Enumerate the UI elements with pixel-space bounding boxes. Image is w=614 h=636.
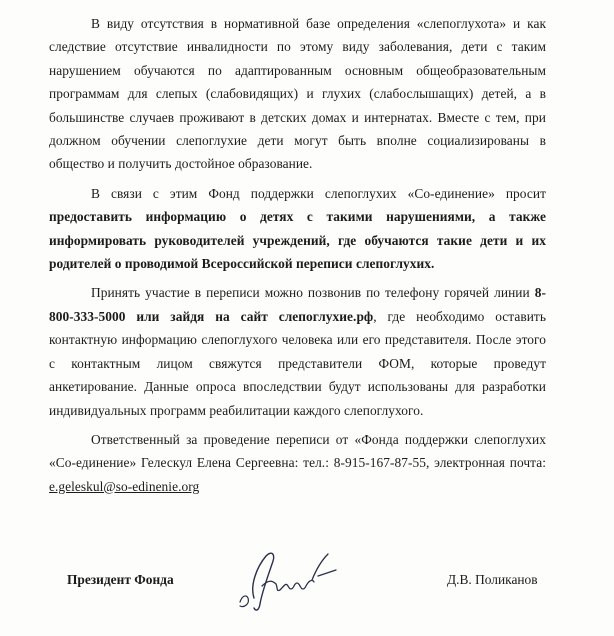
- paragraph-1-text: В виду отсутствия в нормативной базе определения «слепоглухота» и как следствие отсутствие инвалидности по этому виду заболевания, дети с таким нарушением обучаются по адаптированным основным общеобразовательным программам для слепых (слабовидящих) и глухих (слабослышащих) детей, а в большинстве случаев проживают в детских домах и интернатах. Вместе с тем, при должном обучении слепоглухие дети могут быть вполне социализированы в общество и получить достойное образование.: [49, 16, 546, 172]
- paragraph-1: [49, 12, 546, 176]
- signatory-name: Д.В. Поликанов: [447, 572, 538, 587]
- paragraph-2-lead: В связи с этим Фонд поддержки слепоглухих «Со-единение» просит: [91, 185, 546, 201]
- paragraph-3: [49, 281, 546, 421]
- paragraph-3-rest: , где необходимо оставить контактную информацию слепоглухого человека или его представителя. После этого с контактным лицом свяжутся представители ФОМ, которые проведут анкетирование. Данные опроса впоследствии будут использованы для разработки индивидуальных программ реабилитации каждого слепоглухого.: [49, 308, 546, 418]
- paragraph-3-mid: или зайдя на сайт: [125, 308, 279, 324]
- website-link[interactable]: слепоглухие.рф: [278, 308, 374, 324]
- signature-row: [0, 560, 614, 620]
- paragraph-4: [49, 428, 546, 498]
- signature-icon: [232, 546, 352, 616]
- paragraph-3-lead: Принять участие в переписи можно позвонив по телефону горячей линии: [91, 285, 535, 301]
- paragraph-4-text: Ответственный за проведение переписи от «Фонда поддержки слепоглухих «Со-единение» Гелескул Елена Сергеевна: тел.: 8-915-167-87-55, электронная почта:: [49, 431, 546, 471]
- paragraph-2: [49, 182, 546, 276]
- letter-body: [49, 12, 546, 504]
- signatory-title: Президент Фонда: [67, 572, 174, 587]
- email-link[interactable]: e.geleskul@so-edinenie.org: [49, 478, 200, 494]
- paragraph-2-request: предоставить информацию о детях с такими нарушениями, а также информировать руководителей учреждений, где обучаются такие дети и их родителей о проводимой Всероссийской переписи слепоглухих.: [49, 209, 546, 272]
- hotline-phone: 8-800-333-5000: [49, 285, 546, 324]
